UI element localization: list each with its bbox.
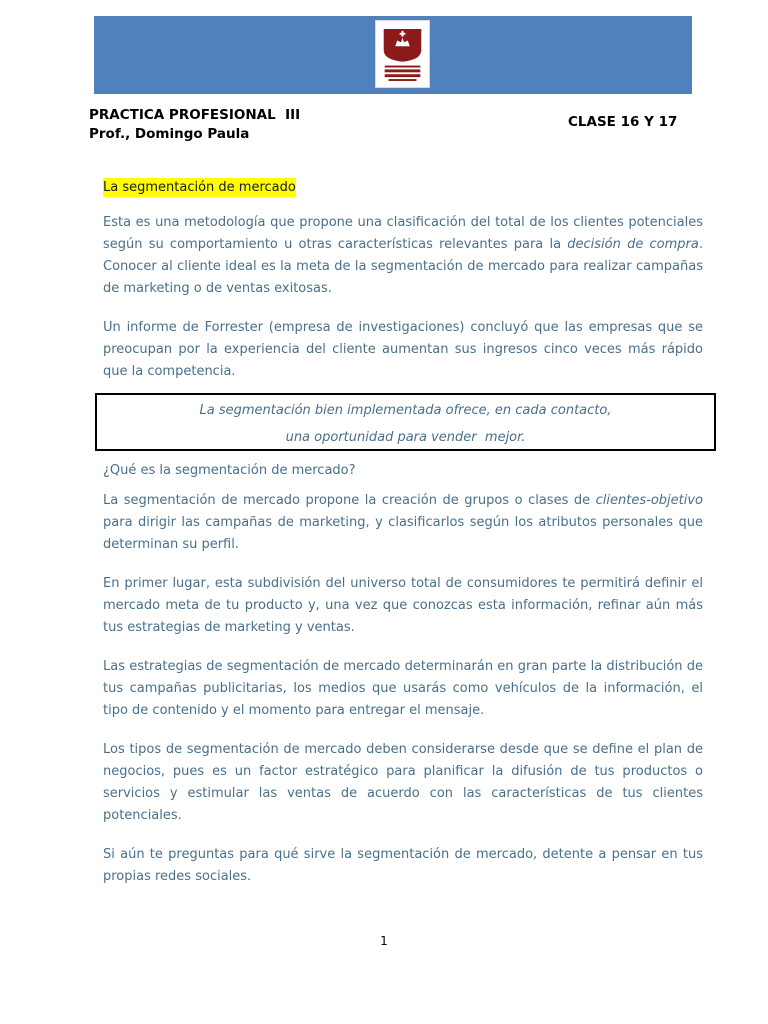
quote-box [95,393,716,451]
p3-text-a: La segmentación de mercado propone la creación de grupos o clases de [103,493,596,508]
paragraph-3 [103,490,703,556]
paragraph-6: Los tipos de segmentación de mercado deben considerarse desde que se define el plan de negocios, pues es un factor estratégico para planificar la difusión de tus productos o servicios y estimular las ventas de acuerdo con las características de tus clientes potenciales. [103,742,703,823]
class-number: CLASE 16 Y 17 [568,114,678,130]
paragraph-5: Las estrategias de segmentación de mercado determinarán en gran parte la distribución de tus campañas publicitarias, los medios que usarás como vehículos de la información, el tipo de contenido y el momento para entregar el mensaje. [103,659,703,718]
header-banner [94,16,692,94]
section-heading: La segmentación de mercado [103,180,296,195]
p3-text-b: para dirigir las campañas de marketing, y clasificarlos según los atributos personales que determinan su perfil. [103,515,703,552]
paragraph-4: En primer lugar, esta subdivisión del universo total de consumidores te permitirá definir el mercado meta de tu producto y, una vez que conozcas esta información, refinar aún más tus estrategias de marketing y ventas. [103,576,703,635]
paragraph-2: Un informe de Forrester (empresa de investigaciones) concluyó que las empresas que se preocupan por la experiencia del cliente aumentan sus ingresos cinco veces más rápido que la competencia. [103,320,703,379]
school-logo [375,20,430,88]
document-body-2 [103,460,703,888]
paragraph-1 [103,212,703,300]
page-number: 1 [380,934,388,948]
p1-emphasis: decisión de compra [567,237,699,252]
p1-text-a: Esta es una metodología que propone una clasificación del total de los clientes potenciales según su comportamiento u otras características relevantes para la [103,215,703,252]
quote-line-2: una oportunidad para vender mejor. [285,430,526,445]
p3-emphasis: clientes-objetivo [595,493,703,508]
document-body [103,178,703,383]
quote-line-1: La segmentación bien implementada ofrece, en cada contacto, [199,403,612,418]
professor-name: Prof., Domingo Paula [89,126,250,142]
paragraph-7: Si aún te preguntas para qué sirve la segmentación de mercado, detente a pensar en tus propias redes sociales. [103,847,703,884]
p1-text-b: . Conocer al cliente ideal es la meta de la segmentación de mercado para realizar campañas de marketing o de ventas exitosas. [103,237,703,296]
subheading-question: ¿Qué es la segmentación de mercado? [103,463,356,478]
course-title: PRACTICA PROFESIONAL III [89,107,301,123]
header-left [89,106,300,144]
